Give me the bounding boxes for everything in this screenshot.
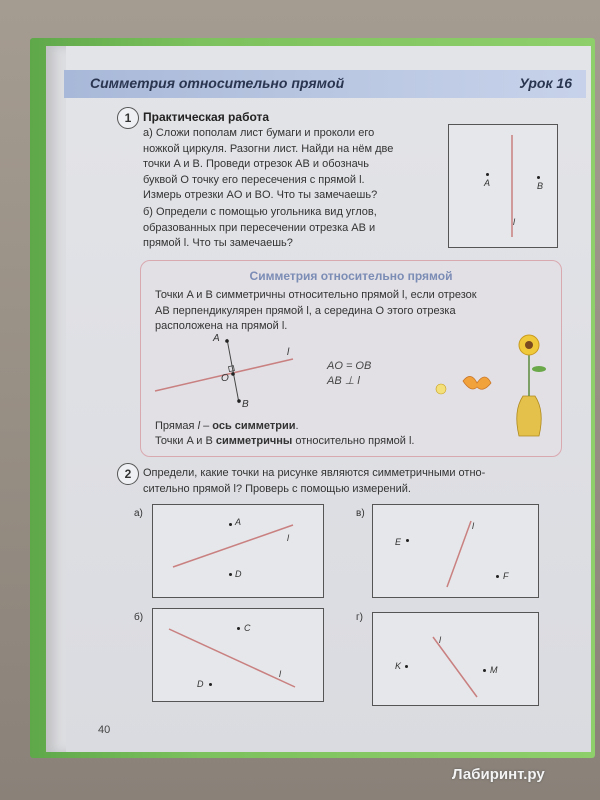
- summary-axis-term: ось симметрии: [212, 420, 296, 432]
- task2-number-badge: 2: [117, 463, 139, 485]
- label-l: l: [287, 533, 289, 543]
- point-b: [537, 176, 540, 179]
- task2-text: [143, 466, 563, 497]
- vase-icon: [517, 396, 542, 436]
- text-line: образованных при пересечении отрезка AB и: [143, 221, 376, 234]
- point-d: [209, 683, 212, 686]
- task1-figure: [448, 124, 558, 248]
- text-line: расположена на прямой l.: [155, 320, 288, 332]
- point-e: [406, 539, 409, 542]
- task1-number-badge: 1: [117, 107, 139, 129]
- label-k: K: [395, 661, 402, 671]
- formula-ao-ob: AO = OB: [327, 360, 372, 372]
- label-c: C: [244, 623, 251, 633]
- text-line: Точки A и B симметричны относительно прямой l, если отрезок: [155, 289, 477, 301]
- summary-text: Прямая: [155, 420, 198, 432]
- line-l: [173, 525, 293, 567]
- summary-dash: –: [200, 420, 213, 432]
- sunflower-center: [525, 341, 533, 349]
- text-line: AB перпендикулярен прямой l, а середина O этого отрезка: [155, 304, 456, 317]
- label-d: D: [197, 679, 204, 689]
- point-o: [231, 372, 235, 376]
- task1-part-b: [143, 205, 443, 252]
- summary-l: l: [197, 420, 201, 432]
- label-l: l: [279, 669, 281, 679]
- definition-title: Симметрия относительно прямой: [249, 269, 453, 283]
- label-b: B: [537, 181, 544, 191]
- label-l: l: [472, 521, 474, 531]
- watermark: Лабиринт.ру: [452, 766, 545, 783]
- text-line: Определи, какие точки на рисунке являются симметричными отно-: [143, 467, 486, 479]
- lesson-header: [64, 70, 586, 98]
- formula-perpendicular: AB ⊥ l: [327, 375, 360, 387]
- line-l: [169, 629, 295, 687]
- label-l: l: [513, 217, 515, 227]
- leaf-icon: [532, 366, 546, 372]
- text-line: б) Определи с помощью угольника вид углов,: [143, 206, 377, 218]
- fig-b-tag: б): [134, 612, 144, 623]
- page-number: 40: [98, 724, 111, 736]
- point-b: [237, 399, 241, 403]
- point-d: [229, 573, 232, 576]
- label-a: A: [235, 517, 242, 527]
- line-l: [433, 637, 477, 697]
- task2-figure-v: [372, 504, 539, 598]
- fig-g-drawing: [373, 613, 538, 705]
- summary-line-1: [155, 419, 414, 434]
- butterfly-icon: [463, 376, 491, 389]
- lesson-number: Урок 16: [519, 75, 572, 91]
- point-a: [486, 173, 489, 176]
- summary-text: Точки A и B: [155, 435, 216, 447]
- fig-g-tag: г): [356, 612, 363, 623]
- text-line: Измерь отрезки AO и BO. Что ты замечаешь?: [143, 189, 378, 201]
- summary-text: относительно прямой l.: [292, 435, 415, 447]
- label-f: F: [503, 571, 509, 581]
- text-line: сительно прямой l? Проверь с помощью измерений.: [143, 482, 411, 495]
- text-line: а) Сложи пополам лист бумаги и проколи его: [143, 127, 375, 139]
- task2-figure-a: [152, 504, 324, 598]
- lesson-title: Симметрия относительно прямой: [90, 75, 345, 91]
- point-m: [483, 669, 486, 672]
- label-o: O: [221, 373, 229, 384]
- text-line: точки A и B. Проведи отрезок AB и обозначь: [143, 158, 369, 170]
- label-l: l: [439, 635, 441, 645]
- text-line: ножкой циркуля. Разогни лист. Найди на нём две: [143, 142, 394, 155]
- point-c: [237, 627, 240, 630]
- fig-b-drawing: [153, 609, 323, 701]
- point-f: [496, 575, 499, 578]
- fig-v-drawing: [373, 505, 538, 597]
- task1-title: Практическая работа: [143, 110, 270, 124]
- fig-a-tag: а): [134, 508, 143, 519]
- label-m: M: [490, 665, 498, 675]
- summary-symmetric-term: симметричны: [215, 435, 293, 447]
- small-flower-icon: [436, 384, 446, 394]
- task2-figure-g: [372, 612, 539, 706]
- text-line: прямой l. Что ты замечаешь?: [143, 237, 293, 249]
- text-line: буквой O точку его пересечения с прямой l.: [143, 173, 365, 186]
- fig-v-tag: в): [356, 508, 365, 519]
- summary-dot: .: [295, 420, 299, 432]
- line-l: [447, 521, 471, 587]
- point-k: [405, 665, 408, 668]
- formula-block: [327, 359, 371, 389]
- point-a: [225, 339, 229, 343]
- label-b: B: [242, 399, 249, 410]
- task1-part-a: [143, 126, 443, 204]
- right-angle-mark: [228, 366, 234, 372]
- summary-line-2: [155, 434, 414, 449]
- label-a: A: [213, 333, 220, 344]
- task2-figure-b: [152, 608, 324, 702]
- label-a: A: [484, 178, 491, 188]
- definition-box: [140, 260, 562, 457]
- label-d: D: [235, 569, 242, 579]
- definition-summary: [155, 419, 414, 449]
- label-e: E: [395, 537, 402, 547]
- point-a: [229, 523, 232, 526]
- label-l: l: [287, 347, 290, 358]
